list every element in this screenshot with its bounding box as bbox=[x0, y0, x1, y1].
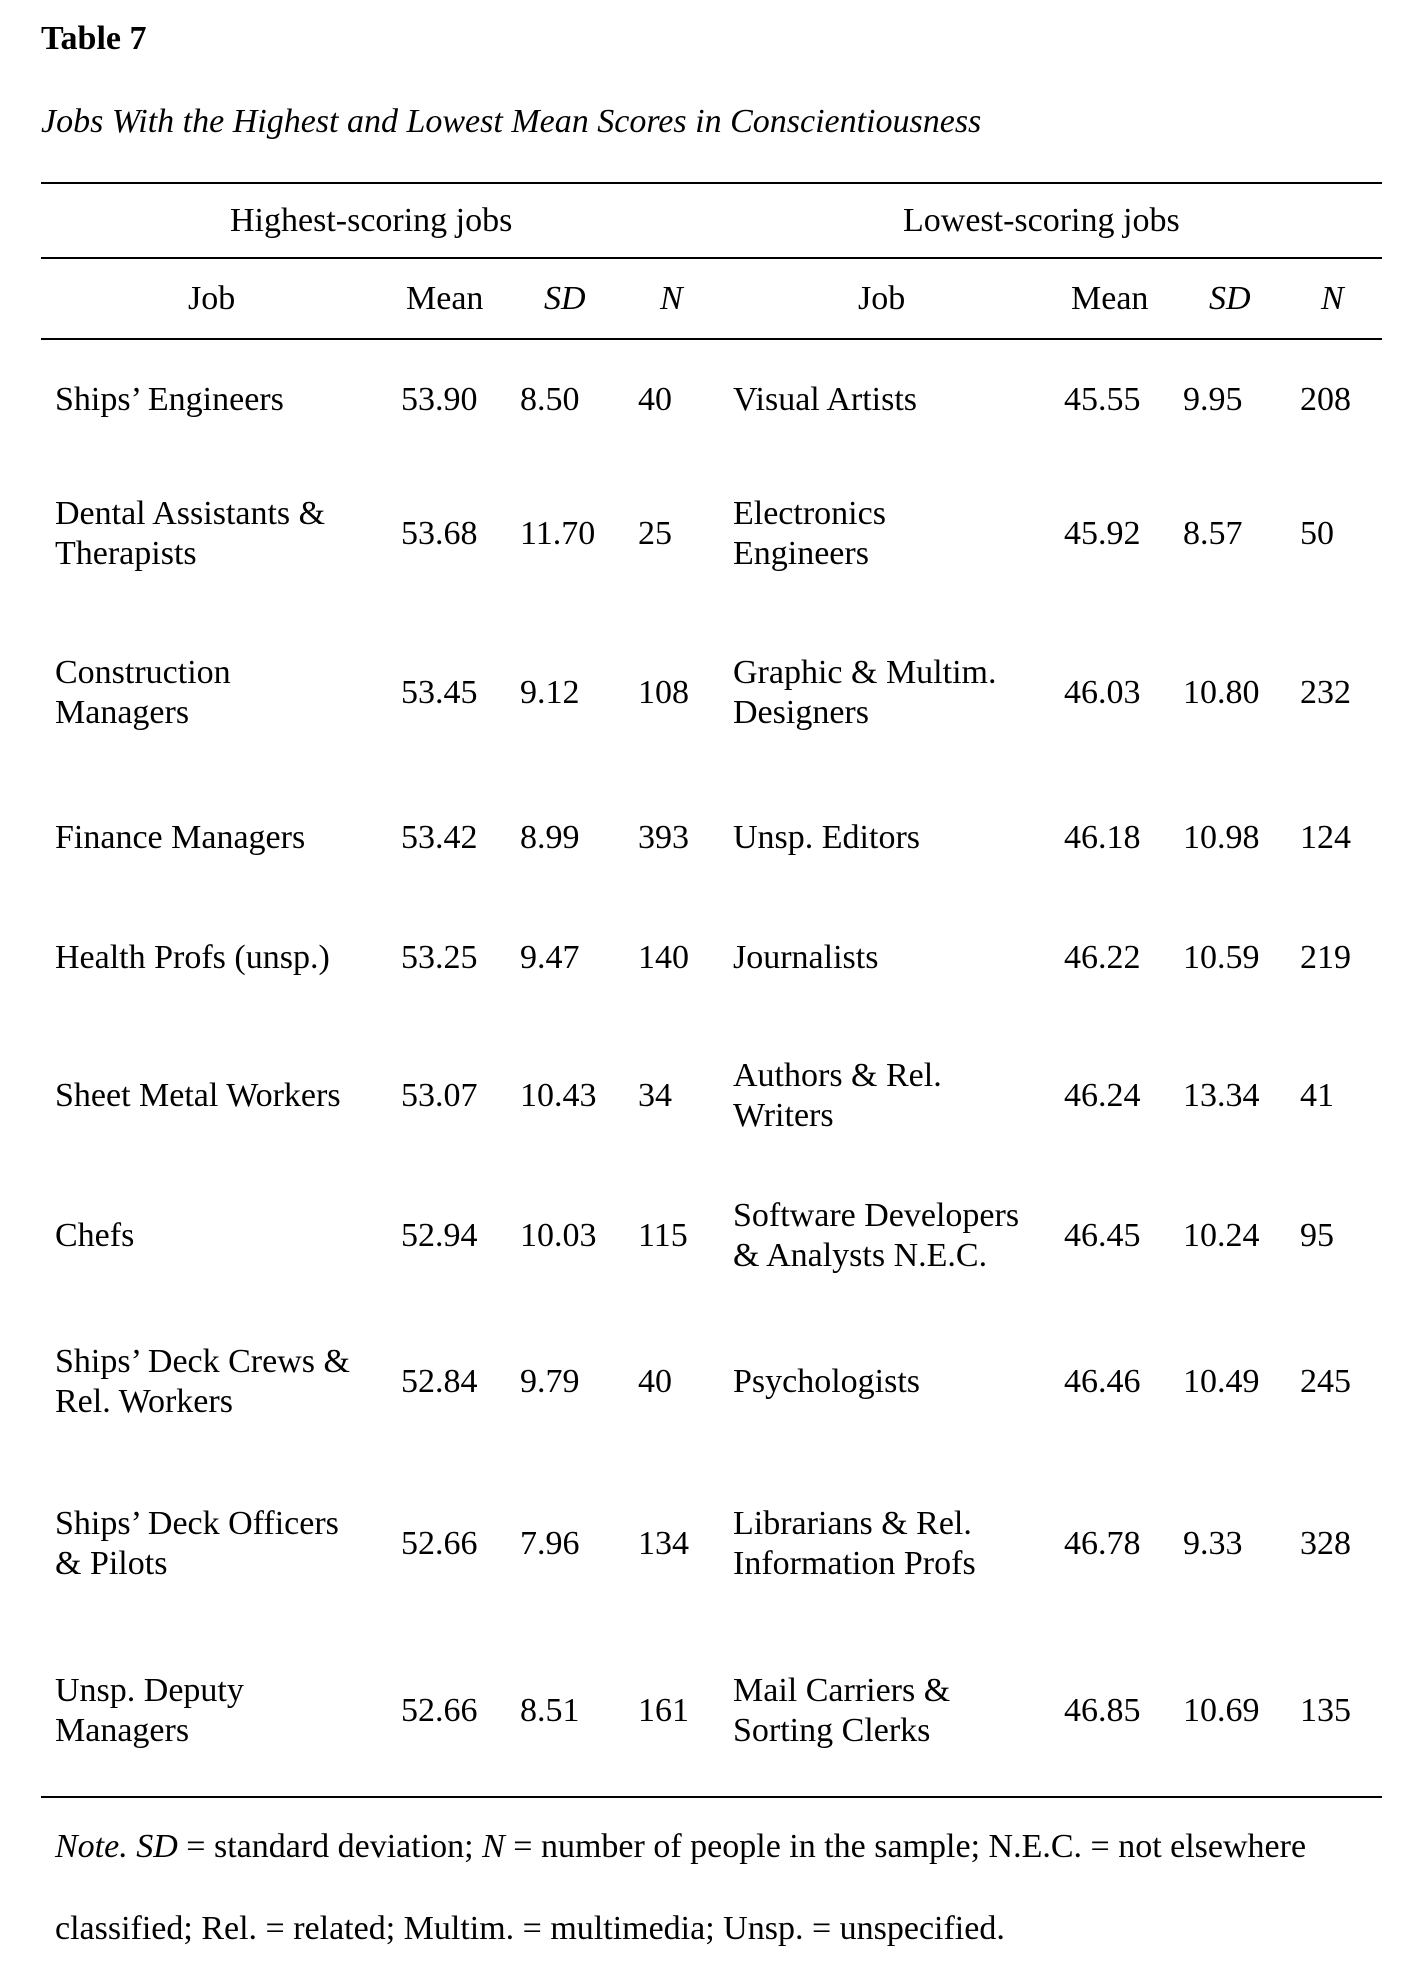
job-name-line: & Pilots bbox=[55, 1545, 168, 1582]
job-name-line: Construction bbox=[55, 654, 231, 691]
job-name-line: Managers bbox=[55, 694, 190, 731]
table-note-line-1 bbox=[55, 1830, 1306, 1864]
h-n-cell: 108 bbox=[638, 674, 689, 711]
l-n-cell: 41 bbox=[1300, 1077, 1334, 1114]
job-name-line: Librarians & Rel. bbox=[733, 1505, 972, 1542]
column-header-n-high: N bbox=[660, 280, 683, 317]
column-header-job-high: Job bbox=[188, 280, 236, 317]
h-mean-cell: 52.94 bbox=[401, 1217, 478, 1254]
l-sd-cell: 10.98 bbox=[1183, 819, 1260, 856]
h-mean-cell: 52.84 bbox=[401, 1363, 478, 1400]
job-name-line: Ships’ Deck Officers bbox=[55, 1505, 339, 1542]
note-rest: = number of people in the sample; N.E.C. = not elsewhere bbox=[504, 1828, 1307, 1865]
job-name-line: Health Profs (unsp.) bbox=[55, 939, 330, 976]
column-header-sd-low: SD bbox=[1209, 280, 1251, 317]
job-name-line: Journalists bbox=[733, 939, 879, 976]
high-job-cell bbox=[55, 380, 284, 420]
job-name-line: Managers bbox=[55, 1712, 190, 1749]
group-rule bbox=[41, 257, 1382, 259]
high-job-cell bbox=[55, 938, 330, 978]
l-sd-cell: 10.69 bbox=[1183, 1692, 1260, 1729]
column-header-mean-high: Mean bbox=[406, 280, 484, 317]
low-job-cell bbox=[733, 1504, 976, 1584]
job-name-line: Therapists bbox=[55, 535, 197, 572]
table-title: Jobs With the Highest and Lowest Mean Scores in Conscientiousness bbox=[41, 103, 982, 140]
low-job-cell bbox=[733, 380, 917, 420]
h-sd-cell: 9.12 bbox=[520, 674, 580, 711]
high-job-cell bbox=[55, 1076, 341, 1116]
h-mean-cell: 52.66 bbox=[401, 1525, 478, 1562]
h-sd-cell: 8.99 bbox=[520, 819, 580, 856]
low-job-cell bbox=[733, 1056, 942, 1136]
l-sd-cell: 10.59 bbox=[1183, 939, 1260, 976]
high-job-cell bbox=[55, 1216, 134, 1256]
h-sd-cell: 10.43 bbox=[520, 1077, 597, 1114]
job-name-line: Finance Managers bbox=[55, 819, 306, 856]
l-sd-cell: 13.34 bbox=[1183, 1077, 1260, 1114]
l-sd-cell: 10.24 bbox=[1183, 1217, 1260, 1254]
h-sd-cell: 10.03 bbox=[520, 1217, 597, 1254]
column-header-sd-high: SD bbox=[544, 280, 586, 317]
h-n-cell: 40 bbox=[638, 1363, 672, 1400]
low-job-cell bbox=[733, 818, 920, 858]
job-name-line: Sheet Metal Workers bbox=[55, 1077, 341, 1114]
h-n-cell: 115 bbox=[638, 1217, 688, 1254]
l-n-cell: 328 bbox=[1300, 1525, 1351, 1562]
l-n-cell: 135 bbox=[1300, 1692, 1351, 1729]
top-rule bbox=[41, 182, 1382, 184]
low-job-cell bbox=[733, 1362, 920, 1402]
high-job-cell bbox=[55, 653, 231, 733]
l-mean-cell: 46.18 bbox=[1064, 819, 1141, 856]
note-sd-symbol: SD bbox=[136, 1828, 178, 1865]
job-name-line: Mail Carriers & bbox=[733, 1672, 951, 1709]
l-mean-cell: 46.78 bbox=[1064, 1525, 1141, 1562]
high-job-cell bbox=[55, 1342, 350, 1422]
h-n-cell: 393 bbox=[638, 819, 689, 856]
h-mean-cell: 53.90 bbox=[401, 381, 478, 418]
note-n-symbol: N bbox=[482, 1828, 505, 1865]
job-name-line: Sorting Clerks bbox=[733, 1712, 931, 1749]
high-job-cell bbox=[55, 1504, 339, 1584]
column-header-job-low: Job bbox=[858, 280, 906, 317]
h-mean-cell: 53.68 bbox=[401, 515, 478, 552]
l-n-cell: 232 bbox=[1300, 674, 1351, 711]
header-rule bbox=[41, 338, 1382, 340]
low-job-cell bbox=[733, 1196, 1019, 1276]
h-n-cell: 134 bbox=[638, 1525, 689, 1562]
job-name-line: Software Developers bbox=[733, 1197, 1020, 1234]
low-job-cell bbox=[733, 494, 886, 574]
h-sd-cell: 7.96 bbox=[520, 1525, 580, 1562]
group-heading-highest: Highest-scoring jobs bbox=[230, 202, 513, 239]
job-name-line: Rel. Workers bbox=[55, 1383, 233, 1420]
l-n-cell: 245 bbox=[1300, 1363, 1351, 1400]
l-sd-cell: 9.95 bbox=[1183, 381, 1243, 418]
h-mean-cell: 53.42 bbox=[401, 819, 478, 856]
job-name-line: Chefs bbox=[55, 1217, 135, 1254]
h-n-cell: 140 bbox=[638, 939, 689, 976]
note-label: Note. bbox=[55, 1828, 128, 1865]
h-n-cell: 161 bbox=[638, 1692, 689, 1729]
l-mean-cell: 46.03 bbox=[1064, 674, 1141, 711]
group-heading-lowest: Lowest-scoring jobs bbox=[903, 202, 1180, 239]
high-job-cell bbox=[55, 1671, 244, 1751]
h-n-cell: 40 bbox=[638, 381, 672, 418]
job-name-line: Unsp. Deputy bbox=[55, 1672, 244, 1709]
l-mean-cell: 45.55 bbox=[1064, 381, 1141, 418]
l-n-cell: 50 bbox=[1300, 515, 1334, 552]
job-name-line: Writers bbox=[733, 1097, 834, 1134]
l-n-cell: 95 bbox=[1300, 1217, 1334, 1254]
l-mean-cell: 46.24 bbox=[1064, 1077, 1141, 1114]
l-sd-cell: 8.57 bbox=[1183, 515, 1243, 552]
l-mean-cell: 46.46 bbox=[1064, 1363, 1141, 1400]
h-n-cell: 34 bbox=[638, 1077, 672, 1114]
l-n-cell: 124 bbox=[1300, 819, 1351, 856]
low-job-cell bbox=[733, 653, 996, 733]
l-n-cell: 208 bbox=[1300, 381, 1351, 418]
l-mean-cell: 46.22 bbox=[1064, 939, 1141, 976]
job-name-line: Psychologists bbox=[733, 1363, 921, 1400]
job-name-line: Information Profs bbox=[733, 1545, 976, 1582]
job-name-line: Dental Assistants & bbox=[55, 495, 326, 532]
job-name-line: Engineers bbox=[733, 535, 869, 572]
h-sd-cell: 8.51 bbox=[520, 1692, 580, 1729]
job-name-line: Ships’ Engineers bbox=[55, 381, 284, 418]
high-job-cell bbox=[55, 818, 305, 858]
low-job-cell bbox=[733, 938, 878, 978]
job-name-line: Unsp. Editors bbox=[733, 819, 920, 856]
job-name-line: Ships’ Deck Crews & bbox=[55, 1343, 350, 1380]
job-name-line: Designers bbox=[733, 694, 869, 731]
note-sd-definition: = standard deviation; bbox=[177, 1828, 483, 1865]
h-n-cell: 25 bbox=[638, 515, 672, 552]
low-job-cell bbox=[733, 1671, 950, 1751]
h-sd-cell: 11.70 bbox=[520, 515, 596, 552]
h-sd-cell: 9.47 bbox=[520, 939, 580, 976]
h-mean-cell: 53.25 bbox=[401, 939, 478, 976]
l-mean-cell: 46.85 bbox=[1064, 1692, 1141, 1729]
l-mean-cell: 46.45 bbox=[1064, 1217, 1141, 1254]
h-sd-cell: 8.50 bbox=[520, 381, 580, 418]
h-mean-cell: 52.66 bbox=[401, 1692, 478, 1729]
l-sd-cell: 10.80 bbox=[1183, 674, 1260, 711]
l-mean-cell: 45.92 bbox=[1064, 515, 1141, 552]
h-mean-cell: 53.07 bbox=[401, 1077, 478, 1114]
table-note-line-2: classified; Rel. = related; Multim. = multimedia; Unsp. = unspecified. bbox=[55, 1910, 1005, 1947]
job-name-line: Visual Artists bbox=[733, 381, 918, 418]
column-header-n-low: N bbox=[1321, 280, 1344, 317]
l-sd-cell: 10.49 bbox=[1183, 1363, 1260, 1400]
job-name-line: Authors & Rel. bbox=[733, 1057, 942, 1094]
table-label: Table 7 bbox=[41, 20, 147, 57]
high-job-cell bbox=[55, 494, 325, 574]
bottom-rule bbox=[41, 1796, 1382, 1798]
l-n-cell: 219 bbox=[1300, 939, 1351, 976]
job-name-line: Electronics bbox=[733, 495, 886, 532]
column-header-mean-low: Mean bbox=[1071, 280, 1149, 317]
job-name-line: & Analysts N.E.C. bbox=[733, 1237, 988, 1274]
h-mean-cell: 53.45 bbox=[401, 674, 478, 711]
h-sd-cell: 9.79 bbox=[520, 1363, 580, 1400]
l-sd-cell: 9.33 bbox=[1183, 1525, 1243, 1562]
job-name-line: Graphic & Multim. bbox=[733, 654, 997, 691]
